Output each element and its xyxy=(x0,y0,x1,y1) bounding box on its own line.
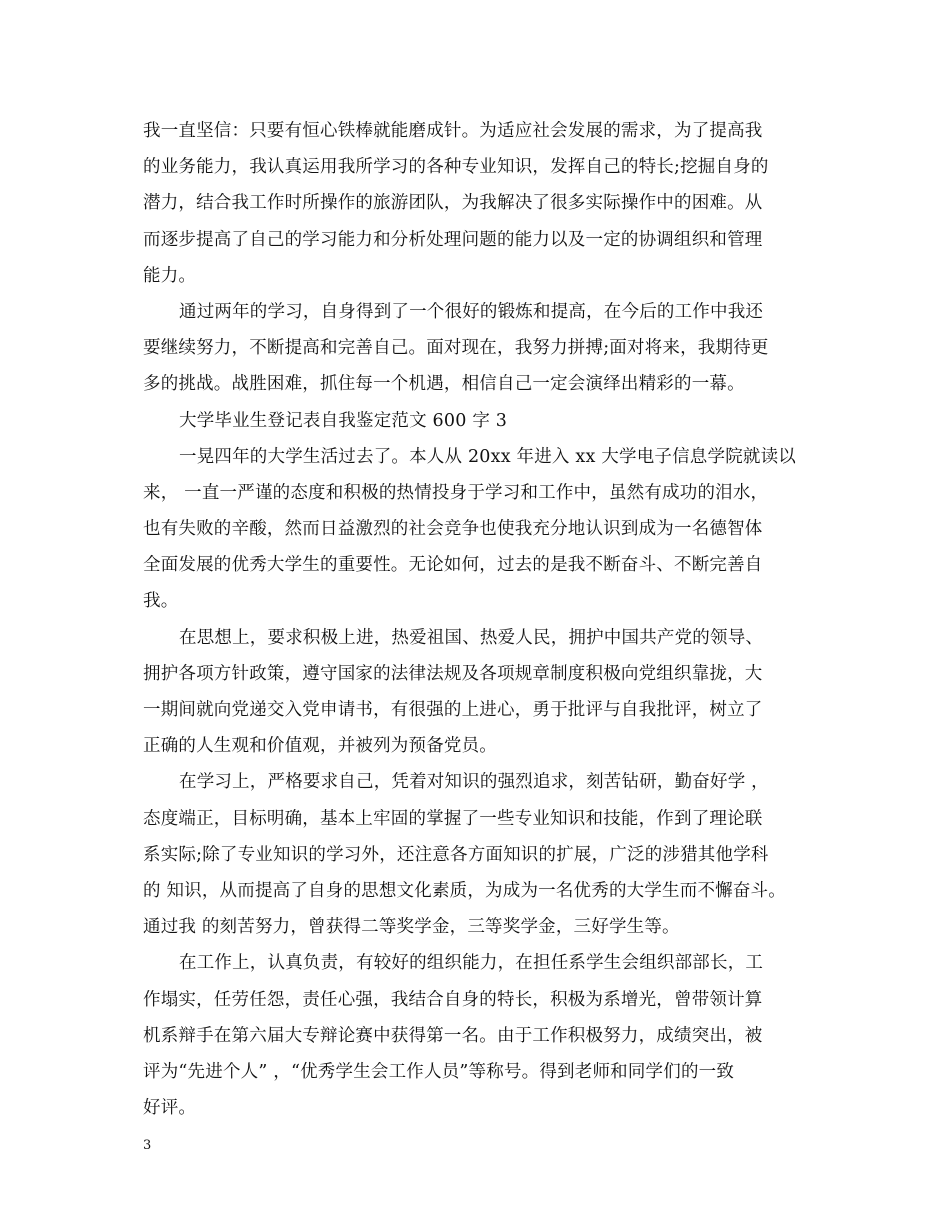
text-line: 系实际;除了专业知识的学习外，还注意各方面知识的扩展，广泛的涉猎其他学科 xyxy=(143,844,769,865)
paragraph-first-line: 通过两年的学习，自身得到了一个很好的锻炼和提高，在今后的工作中我还 xyxy=(179,301,764,322)
body-text xyxy=(143,113,823,1126)
paragraph-first-line: 在工作上，认真负责，有较好的组织能力，在担任系学生会组织部部长，工 xyxy=(179,953,764,974)
text-line: 评为“先进个人” ，“优秀学生会工作人员”等称号。得到老师和同学们的一致 xyxy=(143,1061,735,1082)
text-line: 的业务能力，我认真运用我所学习的各种专业知识，发挥自己的特长;挖掘自身的 xyxy=(143,157,769,178)
text-line: 态度端正，目标明确，基本上牢固的掌握了一些专业知识和技能，作到了理论联 xyxy=(143,808,763,829)
text-line: 正确的人生观和价值观，并被列为预备党员。 xyxy=(143,736,497,757)
text-line: 全面发展的优秀大学生的重要性。无论如何，过去的是我不断奋斗、不断完善自 xyxy=(143,555,763,576)
text-line: 多的挑战。战胜困难，抓住每一个机遇，相信自己一定会演绎出精彩的一幕。 xyxy=(143,374,745,395)
text-line: 的 知识，从而提高了自身的思想文化素质，为成为一名优秀的大学生而不懈奋斗。 xyxy=(143,880,786,901)
text-line: 而逐步提高了自己的学习能力和分析处理问题的能力以及一定的协调组织和管理 xyxy=(143,229,763,250)
text-line: 来， 一直一严谨的态度和积极的热情投身于学习和工作中，虽然有成功的泪水， xyxy=(143,482,769,503)
paragraph-first-line: 在学习上，严格要求自己，凭着对知识的强烈追求，刻苦钻研，勤奋好学 ， xyxy=(179,772,769,793)
text-line: 潜力，结合我工作时所操作的旅游团队，为我解决了很多实际操作中的困难。从 xyxy=(143,193,763,214)
text-line: 也有失败的辛酸，然而日益激烈的社会竞争也使我充分地认识到成为一名德智体 xyxy=(143,519,763,540)
text-line: 我一直坚信：只要有恒心铁棒就能磨成针。为适应社会发展的需求，为了提高我 xyxy=(143,121,763,141)
text-line: 好评。 xyxy=(143,1098,197,1119)
text-line: 要继续努力，不断提高和完善自己。面对现在，我努力拼搏;面对将来，我期待更 xyxy=(143,338,769,359)
paragraph-first-line: 一晃四年的大学生活过去了。本人从 20xx 年进入 xx 大学电子信息学院就读以 xyxy=(179,446,796,467)
text-line: 作塌实，任劳任怨，责任心强，我结合自身的特长，积极为系增光，曾带领计算 xyxy=(143,989,763,1010)
page-number: 3 xyxy=(143,1138,152,1153)
text-line: 能力。 xyxy=(143,265,197,286)
paragraph-first-line: 在思想上，要求积极上进，热爱祖国、热爱人民，拥护中国共产党的领导、 xyxy=(179,627,764,648)
text-line: 通过我 的刻苦努力，曾获得二等奖学金，三等奖学金，三好学生等。 xyxy=(143,917,680,938)
text-line: 我。 xyxy=(143,591,179,612)
section-heading: 大学毕业生登记表自我鉴定范文 600 字 3 xyxy=(179,410,508,431)
text-line: 一期间就向党递交入党申请书，有很强的上进心，勇于批评与自我批评，树立了 xyxy=(143,700,763,720)
text-line: 机系辩手在第六届大专辩论赛中获得第一名。由于工作积极努力，成绩突出，被 xyxy=(143,1025,763,1046)
text-line: 拥护各项方针政策，遵守国家的法律法规及各项规章制度积极向党组织靠拢，大 xyxy=(143,663,763,684)
